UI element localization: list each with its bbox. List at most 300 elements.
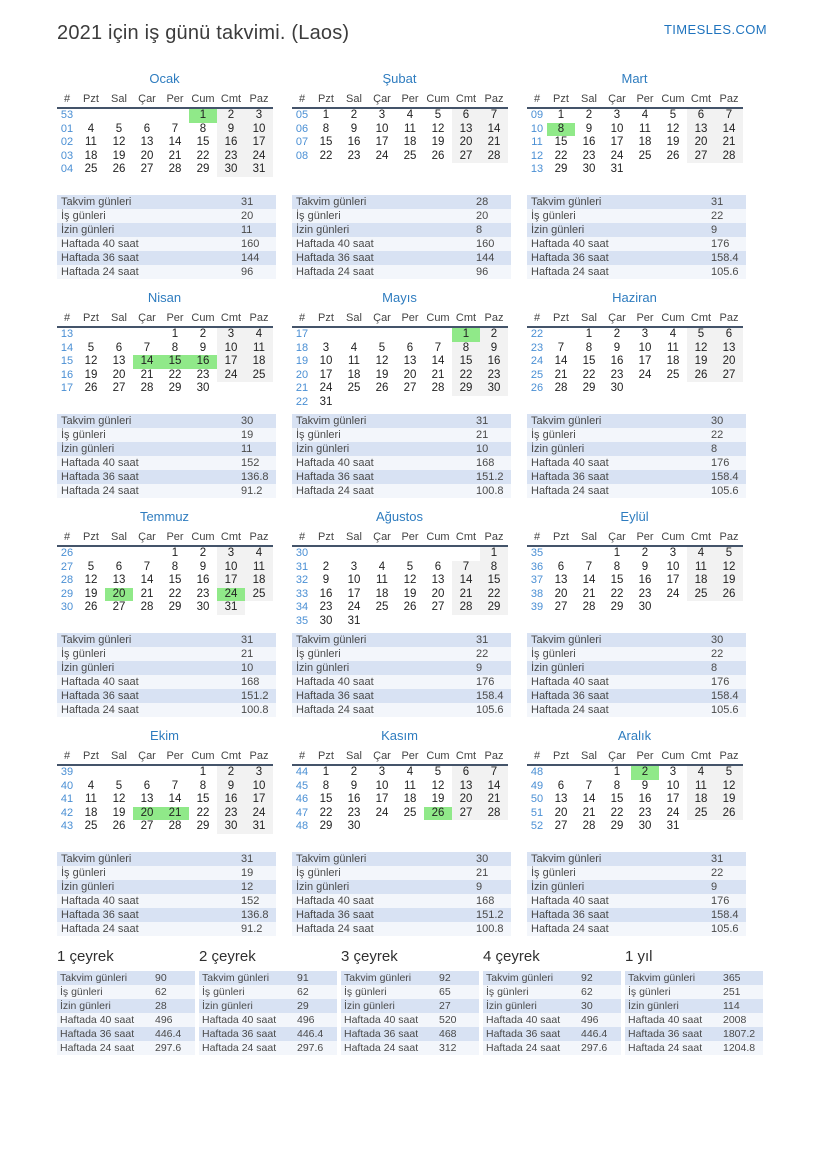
day-cell: 27 — [452, 807, 480, 821]
empty-day-cell — [133, 327, 161, 342]
stats-row — [57, 689, 276, 703]
day-cell: 25 — [375, 601, 389, 613]
day-cell: 26 — [84, 601, 98, 613]
week-row — [527, 342, 743, 356]
month-calendar — [527, 91, 743, 177]
day-cell: 22 — [610, 806, 624, 819]
day-cell: 8 — [585, 341, 593, 354]
stat-value: 91.2 — [241, 923, 263, 935]
day-cell: 19 — [112, 149, 126, 162]
weekday-header: Çar — [603, 91, 631, 108]
week-row — [57, 382, 273, 396]
day-cell: 23 — [638, 587, 652, 600]
day-cell: 1 — [613, 766, 621, 778]
week-number: 30 — [60, 601, 74, 613]
day-cell: 30 — [480, 382, 508, 396]
stat-value: 10 — [241, 662, 254, 674]
month-title: Kasım — [381, 728, 418, 743]
day-cell: 3 — [217, 546, 245, 561]
weekday-header: Paz — [715, 529, 743, 546]
weekday-header: Çar — [133, 748, 161, 765]
day-cell: 2 — [217, 108, 245, 123]
weekday-header: Cmt — [452, 310, 480, 327]
day-cell: 11 — [639, 122, 651, 135]
day-cell: 12 — [84, 355, 98, 367]
holiday-day-cell: 26 — [424, 807, 452, 821]
day-cell: 3 — [378, 766, 386, 778]
stat-label: Haftada 40 saat — [531, 457, 609, 469]
day-cell: 14 — [715, 123, 743, 137]
site-link[interactable]: TIMESLES.COM — [663, 22, 767, 37]
day-cell: 19 — [666, 136, 680, 148]
day-cell: 4 — [245, 327, 273, 342]
day-cell: 2 — [199, 547, 207, 559]
day-cell: 25 — [245, 369, 273, 383]
stats-row — [57, 908, 276, 922]
empty-day-cell — [312, 546, 340, 561]
day-cell: 27 — [140, 163, 154, 175]
week-number: 17 — [60, 382, 74, 394]
day-cell: 3 — [245, 765, 273, 780]
empty-day-cell — [547, 327, 575, 342]
stat-value: 31 — [241, 196, 254, 208]
stats-row — [292, 237, 511, 251]
day-cell: 20 — [431, 587, 445, 600]
week-row — [527, 369, 743, 383]
day-cell: 25 — [245, 588, 273, 602]
day-cell: 29 — [554, 163, 568, 175]
stat-value: 22 — [711, 429, 724, 441]
stat-label: İzin günleri — [296, 224, 350, 236]
day-cell: 28 — [452, 601, 480, 615]
stat-label: Haftada 24 saat — [202, 1042, 277, 1054]
stat-value: 152 — [241, 457, 260, 469]
day-cell: 8 — [199, 779, 207, 792]
day-cell: 7 — [715, 108, 743, 123]
day-cell: 30 — [347, 820, 361, 832]
day-cell: 20 — [403, 368, 417, 381]
day-cell: 1 — [613, 547, 621, 559]
stat-label: Haftada 36 saat — [202, 1028, 277, 1040]
weekday-header: Per — [396, 748, 424, 765]
stat-value: 28 — [155, 1000, 167, 1012]
stats-row — [625, 1013, 763, 1027]
stats-row — [625, 971, 763, 985]
stats-row — [57, 866, 276, 880]
week-number: 11 — [531, 136, 543, 148]
stat-label: Haftada 40 saat — [61, 238, 139, 250]
stat-label: İzin günleri — [60, 1000, 111, 1012]
day-cell: 8 — [171, 341, 179, 354]
day-cell: 17 — [610, 136, 624, 148]
stats-row — [57, 985, 195, 999]
day-cell: 16 — [319, 587, 333, 600]
week-row — [292, 355, 508, 369]
stats-row — [292, 894, 511, 908]
stat-value: 151.2 — [476, 471, 504, 483]
weekday-header: Çar — [133, 529, 161, 546]
week-number-header: # — [527, 748, 547, 765]
week-number: 53 — [60, 109, 74, 121]
stats-table — [527, 414, 746, 498]
day-cell: 22 — [554, 149, 568, 162]
month-calendar — [527, 310, 743, 396]
day-cell: 10 — [666, 779, 680, 792]
stat-label: Takvim günleri — [296, 415, 367, 427]
weekday-header: Çar — [368, 91, 396, 108]
day-cell: 22 — [582, 368, 596, 381]
day-cell: 14 — [582, 793, 596, 805]
day-cell: 15 — [582, 355, 596, 367]
day-cell: 31 — [245, 820, 273, 834]
weekday-header: Paz — [245, 748, 273, 765]
stat-label: Haftada 24 saat — [61, 485, 139, 497]
week-number-header: # — [292, 529, 312, 546]
day-cell: 25 — [687, 807, 715, 821]
weekday-header: Cum — [424, 310, 452, 327]
day-cell: 6 — [115, 560, 123, 573]
week-row — [527, 574, 743, 588]
day-cell: 15 — [319, 136, 333, 148]
day-cell: 20 — [554, 806, 568, 819]
month-calendar — [57, 529, 273, 615]
empty-day-cell — [105, 546, 133, 561]
calendar-header-row — [57, 91, 273, 108]
weekday-header: Cmt — [217, 748, 245, 765]
day-cell: 20 — [140, 149, 154, 162]
stats-row — [527, 689, 746, 703]
stat-value: 21 — [241, 648, 254, 660]
stat-value: 20 — [241, 210, 254, 222]
week-number-header: # — [527, 529, 547, 546]
weekday-header: Per — [161, 310, 189, 327]
stat-value: 91.2 — [241, 485, 263, 497]
day-cell: 9 — [480, 342, 508, 356]
day-cell: 29 — [610, 820, 624, 832]
day-cell: 7 — [143, 341, 151, 354]
day-cell: 20 — [452, 136, 480, 150]
week-number: 01 — [60, 122, 74, 135]
summary-2 — [199, 948, 334, 1055]
day-cell: 21 — [582, 806, 596, 819]
stat-value: 496 — [155, 1014, 173, 1026]
day-cell: 6 — [557, 779, 565, 792]
week-number: 26 — [60, 547, 74, 559]
stats-row — [57, 880, 276, 894]
stats-row — [527, 470, 746, 484]
stat-label: İzin günleri — [531, 224, 585, 236]
holiday-day-cell: 20 — [133, 807, 161, 821]
day-cell: 9 — [641, 560, 649, 573]
day-cell: 30 — [610, 382, 624, 394]
stat-value: 31 — [711, 853, 724, 865]
day-cell: 25 — [84, 163, 98, 175]
week-number: 04 — [60, 163, 74, 175]
day-cell: 9 — [350, 122, 358, 135]
stat-value: 12 — [241, 881, 254, 893]
day-cell: 12 — [715, 780, 743, 794]
week-row — [292, 327, 508, 342]
stat-label: Haftada 36 saat — [60, 1028, 135, 1040]
stat-value: 105.6 — [711, 923, 739, 935]
empty-day-cell — [396, 327, 424, 342]
day-cell: 9 — [350, 779, 358, 792]
day-cell: 28 — [431, 382, 445, 394]
empty-day-cell — [424, 396, 452, 410]
weekday-header: Cum — [189, 310, 217, 327]
day-cell: 27 — [140, 820, 154, 832]
day-cell: 28 — [140, 382, 154, 394]
empty-day-cell — [396, 546, 424, 561]
stat-value: 176 — [711, 238, 730, 250]
stat-value: 114 — [723, 1000, 740, 1012]
stat-value: 168 — [476, 457, 495, 469]
stat-value: 100.8 — [241, 704, 269, 716]
week-row — [527, 163, 743, 177]
stats-row — [57, 428, 276, 442]
stat-value: 2008 — [723, 1014, 747, 1026]
day-cell: 22 — [196, 806, 210, 819]
weekday-header: Per — [396, 91, 424, 108]
day-cell: 1 — [199, 766, 207, 778]
empty-day-cell — [715, 163, 743, 177]
day-cell: 26 — [431, 149, 445, 162]
month-title: Eylül — [620, 509, 649, 524]
stat-label: Haftada 24 saat — [296, 266, 374, 278]
day-cell: 28 — [715, 150, 743, 164]
day-cell: 10 — [375, 779, 389, 792]
empty-day-cell — [631, 382, 659, 396]
day-cell: 14 — [168, 136, 182, 148]
month-eylul — [527, 509, 742, 717]
day-cell: 9 — [613, 341, 621, 354]
day-cell: 30 — [319, 614, 333, 627]
holiday-day-cell: 1 — [452, 327, 480, 342]
day-cell: 14 — [140, 574, 154, 586]
summary-title: 1 çeyrek — [57, 948, 114, 965]
day-cell: 22 — [319, 806, 333, 819]
stat-label: İş günleri — [531, 210, 576, 222]
stats-table — [292, 195, 511, 279]
week-number: 48 — [530, 766, 544, 778]
week-number: 08 — [295, 149, 309, 162]
week-number: 24 — [530, 355, 544, 367]
month-calendar — [292, 748, 508, 834]
stat-value: 96 — [241, 266, 254, 278]
weekday-header: Pzt — [77, 529, 105, 546]
stats-row — [341, 985, 479, 999]
month-calendar — [292, 529, 508, 628]
stat-label: Haftada 24 saat — [61, 266, 139, 278]
day-cell: 12 — [375, 355, 389, 367]
stat-label: Haftada 36 saat — [61, 690, 139, 702]
stat-label: İzin günleri — [296, 443, 350, 455]
weekday-header: Sal — [575, 748, 603, 765]
weekday-header: Sal — [105, 310, 133, 327]
stats-table — [292, 633, 511, 717]
week-number-header: # — [57, 91, 77, 108]
empty-day-cell — [396, 615, 424, 629]
day-cell: 7 — [452, 561, 480, 575]
stat-value: 176 — [711, 457, 730, 469]
empty-day-cell — [659, 601, 687, 615]
day-cell: 3 — [641, 328, 649, 340]
week-number: 16 — [60, 368, 74, 381]
weekday-header: Cum — [659, 748, 687, 765]
day-cell: 3 — [669, 766, 677, 778]
day-cell: 13 — [112, 574, 126, 586]
day-cell: 20 — [452, 793, 480, 807]
day-cell: 28 — [480, 807, 508, 821]
day-cell: 21 — [715, 136, 743, 150]
week-row — [57, 327, 273, 342]
day-cell: 27 — [715, 369, 743, 383]
day-cell: 25 — [347, 382, 361, 394]
calendar-header-row — [292, 529, 508, 546]
day-cell: 7 — [171, 122, 179, 135]
stats-row — [57, 251, 276, 265]
week-number: 45 — [295, 779, 309, 792]
page-header — [0, 0, 827, 45]
stats-row — [527, 442, 746, 456]
stat-value: 468 — [439, 1028, 457, 1040]
week-number: 17 — [295, 328, 309, 340]
day-cell: 31 — [217, 601, 245, 615]
week-row — [292, 382, 508, 396]
empty-day-cell — [480, 396, 508, 410]
week-number: 20 — [295, 368, 309, 381]
stat-value: 62 — [581, 986, 593, 998]
stats-row — [57, 894, 276, 908]
week-row — [292, 615, 508, 629]
empty-day-cell — [105, 765, 133, 780]
day-cell: 7 — [480, 108, 508, 123]
day-cell: 30 — [217, 163, 245, 177]
week-row — [57, 163, 273, 177]
stat-label: İş günleri — [531, 648, 576, 660]
weekday-header: Sal — [575, 91, 603, 108]
day-cell: 23 — [319, 601, 333, 613]
weekday-header: Sal — [105, 91, 133, 108]
day-cell: 13 — [140, 136, 154, 148]
stats-row — [483, 1027, 621, 1041]
day-cell: 21 — [480, 136, 508, 150]
day-cell: 21 — [140, 368, 154, 381]
stat-value: 31 — [476, 415, 489, 427]
stats-row — [341, 1027, 479, 1041]
day-cell: 17 — [217, 574, 245, 588]
day-cell: 23 — [347, 149, 361, 162]
week-row — [527, 793, 743, 807]
stat-label: İzin günleri — [61, 224, 115, 236]
day-cell: 16 — [217, 793, 245, 807]
day-cell: 11 — [687, 561, 715, 575]
empty-day-cell — [340, 396, 368, 410]
stats-row — [57, 223, 276, 237]
day-cell: 13 — [452, 780, 480, 794]
stat-label: Takvim günleri — [61, 415, 132, 427]
stat-label: Haftada 36 saat — [531, 690, 609, 702]
week-row — [527, 355, 743, 369]
week-row — [527, 546, 743, 561]
summary-row — [57, 948, 827, 1055]
week-row — [57, 546, 273, 561]
week-number: 36 — [530, 560, 544, 573]
stat-value: 90 — [155, 972, 167, 984]
stat-label: İş günleri — [60, 986, 103, 998]
week-row — [292, 561, 508, 575]
day-cell: 1 — [480, 546, 508, 561]
day-cell: 10 — [638, 341, 652, 354]
week-number: 19 — [295, 355, 309, 367]
weekday-header: Cum — [424, 529, 452, 546]
stats-row — [292, 265, 511, 279]
stats-row — [57, 1041, 195, 1055]
weekday-header: Paz — [245, 91, 273, 108]
day-cell: 14 — [554, 355, 568, 367]
week-row — [57, 807, 273, 821]
day-cell: 18 — [687, 574, 715, 588]
month-mayis — [292, 290, 507, 498]
stats-row — [199, 1013, 337, 1027]
week-number-header: # — [292, 748, 312, 765]
day-cell: 10 — [217, 561, 245, 575]
day-cell: 6 — [452, 108, 480, 123]
day-cell: 13 — [431, 574, 445, 586]
weekday-header: Çar — [603, 748, 631, 765]
day-cell: 20 — [715, 355, 743, 369]
day-cell: 26 — [687, 369, 715, 383]
week-row — [57, 123, 273, 137]
week-row — [527, 136, 743, 150]
week-number: 37 — [530, 574, 544, 586]
day-cell: 27 — [431, 601, 445, 613]
empty-day-cell — [687, 163, 715, 177]
stats-row — [57, 633, 276, 647]
day-cell: 3 — [245, 108, 273, 123]
weekday-header: Çar — [133, 310, 161, 327]
day-cell: 29 — [480, 601, 508, 615]
weekday-header: Cum — [659, 91, 687, 108]
stat-value: 496 — [581, 1014, 599, 1026]
stat-label: Haftada 24 saat — [61, 923, 139, 935]
stats-row — [527, 209, 746, 223]
day-cell: 1 — [557, 109, 565, 121]
day-cell: 10 — [245, 780, 273, 794]
stat-label: İzin günleri — [531, 662, 585, 674]
weekday-header: Çar — [603, 310, 631, 327]
day-cell: 17 — [319, 368, 333, 381]
day-cell: 22 — [452, 369, 480, 383]
stat-value: 158.4 — [711, 471, 739, 483]
stat-value: 136.8 — [241, 909, 269, 921]
stats-row — [483, 1013, 621, 1027]
day-cell: 6 — [434, 560, 442, 573]
week-row — [292, 574, 508, 588]
stat-value: 152 — [241, 895, 260, 907]
week-row — [527, 820, 743, 834]
stat-value: 1807.2 — [723, 1028, 756, 1040]
day-cell: 2 — [350, 109, 358, 121]
stat-value: 92 — [581, 972, 593, 984]
week-number: 22 — [530, 328, 544, 340]
stat-label: Haftada 40 saat — [61, 457, 139, 469]
stats-row — [292, 484, 511, 498]
day-cell: 10 — [347, 574, 361, 586]
stat-label: İzin günleri — [61, 881, 115, 893]
stat-label: İzin günleri — [531, 443, 585, 455]
day-cell: 19 — [715, 574, 743, 588]
